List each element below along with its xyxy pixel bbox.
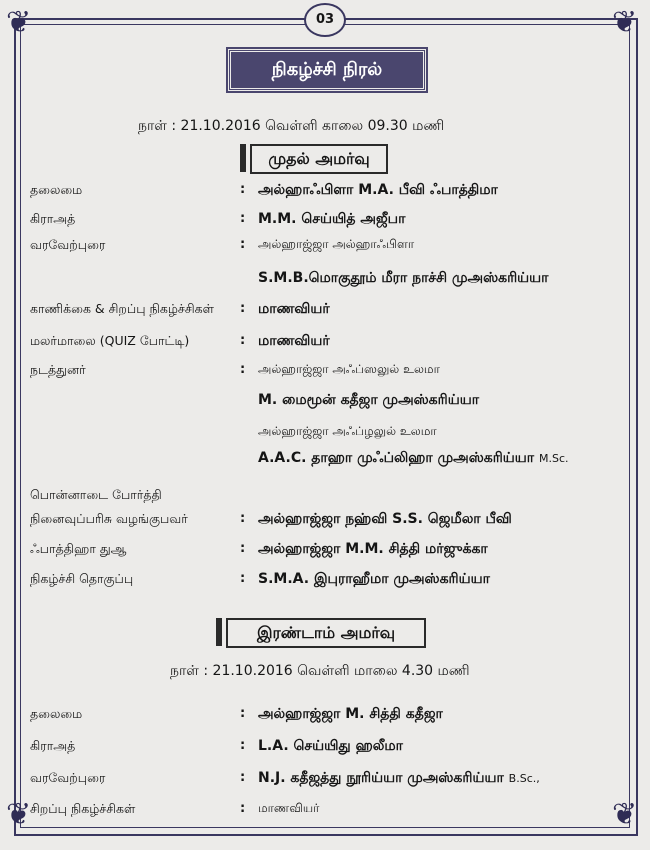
row-label: பொன்னாடை போர்த்தி <box>30 487 162 502</box>
corner-ornament-icon: ❦ <box>612 5 638 40</box>
row-value: அல்ஹாஜ்ஜா அல்ஹாஃபிளா <box>258 237 415 251</box>
row-value: அல்ஹாஜ்ஜா M. சித்தி கதீஜா <box>258 706 443 722</box>
page-title: நிகழ்ச்சி நிரல் <box>228 49 426 91</box>
corner-ornament-icon: ❦ <box>6 797 32 832</box>
row-label: ஃபாத்திஹா துஆ <box>30 541 127 556</box>
row-value <box>258 770 540 788</box>
row-label: கிராஅத் <box>30 738 76 753</box>
row-colon: : <box>240 301 246 316</box>
row-colon: : <box>240 211 246 226</box>
row-value: அல்ஹாஜ்ஜா M.M. சித்தி மர்ஜுக்கா <box>258 541 488 557</box>
session2-date: நாள் : 21.10.2016 வெள்ளி மாலை 4.30 மணி <box>170 663 470 679</box>
row-colon: : <box>240 801 246 816</box>
bracket-left <box>240 144 246 172</box>
corner-ornament-icon: ❦ <box>6 5 32 40</box>
row-value-text: N.J. கதீஜத்து நூரிய்யா முஅஸ்கரிய்யா <box>258 770 504 786</box>
row-value-continued: S.M.B.மொகுதூம் மீரா நாச்சி முஅஸ்கரிய்யா <box>258 270 549 286</box>
row-value: அல்ஹாஜ்ஜா நஹ்வி S.S. ஜெமீலா பீவி <box>258 511 512 527</box>
row-colon: : <box>240 571 246 586</box>
list-item <box>0 571 650 593</box>
row-value: M.M. செய்யித் அஜீபா <box>258 211 406 227</box>
row-label: நிகழ்ச்சி தொகுப்பு <box>30 571 134 586</box>
corner-ornament-icon: ❦ <box>612 797 638 832</box>
list-item <box>0 738 650 760</box>
session2-heading: இரண்டாம் அமர்வு <box>226 618 426 648</box>
row-value: A.A.C. தாஹா முஃப்லிஹா முஅஸ்கரிய்யா <box>258 450 535 466</box>
row-label: வரவேற்புரை <box>30 770 106 785</box>
row-label: வரவேற்புரை <box>30 237 106 252</box>
row-colon: : <box>240 770 246 785</box>
session1-date: நாள் : 21.10.2016 வெள்ளி காலை 09.30 மணி <box>138 118 445 134</box>
row-colon: : <box>240 706 246 721</box>
degree-suffix: M.Sc. <box>539 452 569 465</box>
list-item <box>0 362 650 384</box>
row-colon: : <box>240 511 246 526</box>
page-number: 03 <box>304 3 346 37</box>
list-item <box>0 182 650 204</box>
row-label: நடத்துனர் <box>30 362 86 377</box>
list-item <box>0 770 650 792</box>
row-value: மாணவியர் <box>258 301 330 317</box>
degree-suffix: B.Sc., <box>508 772 540 785</box>
list-item <box>0 541 650 563</box>
row-value: அல்ஹாஃபிளா M.A. பீவி ஃபாத்திமா <box>258 182 498 198</box>
row-value-continued <box>258 450 569 468</box>
row-label: சிறப்பு நிகழ்ச்சிகள் <box>30 801 136 816</box>
list-item <box>0 801 650 823</box>
list-item <box>0 487 650 509</box>
row-value-continued: M. மைமூன் கதீஜா முஅஸ்கரிய்யா <box>258 392 480 408</box>
list-item <box>0 301 650 323</box>
session1-heading: முதல் அமர்வு <box>250 144 388 174</box>
list-item <box>0 333 650 355</box>
row-colon: : <box>240 182 246 197</box>
list-item <box>0 511 650 533</box>
row-value: மாணவியர் <box>258 801 320 815</box>
row-label: மலர்மாலை (QUIZ போட்டி) <box>30 333 190 348</box>
row-value: மாணவியர் <box>258 333 330 349</box>
row-value: அல்ஹாஜ்ஜா அஃப்ஸலுல் உலமா <box>258 362 440 376</box>
row-colon: : <box>240 237 246 252</box>
bracket-left <box>216 618 222 646</box>
list-item <box>0 237 650 259</box>
row-colon: : <box>240 541 246 556</box>
row-value: S.M.A. இபுராஹீமா முஅஸ்கரிய்யா <box>258 571 490 587</box>
row-label: நினைவுப்பரிசு வழங்குபவர் <box>30 511 188 526</box>
row-colon: : <box>240 362 246 377</box>
row-label: கிராஅத் <box>30 211 76 226</box>
row-label: காணிக்கை & சிறப்பு நிகழ்ச்சிகள் <box>30 301 214 316</box>
list-item <box>0 211 650 233</box>
row-label: தலைமை <box>30 182 83 197</box>
row-colon: : <box>240 333 246 348</box>
row-value: L.A. செய்யிது ஹலீமா <box>258 738 403 754</box>
list-item <box>0 706 650 728</box>
row-value-continued: அல்ஹாஜ்ஜா அஃப்ழலுல் உலமா <box>258 424 437 438</box>
row-label: தலைமை <box>30 706 83 721</box>
row-colon: : <box>240 738 246 753</box>
